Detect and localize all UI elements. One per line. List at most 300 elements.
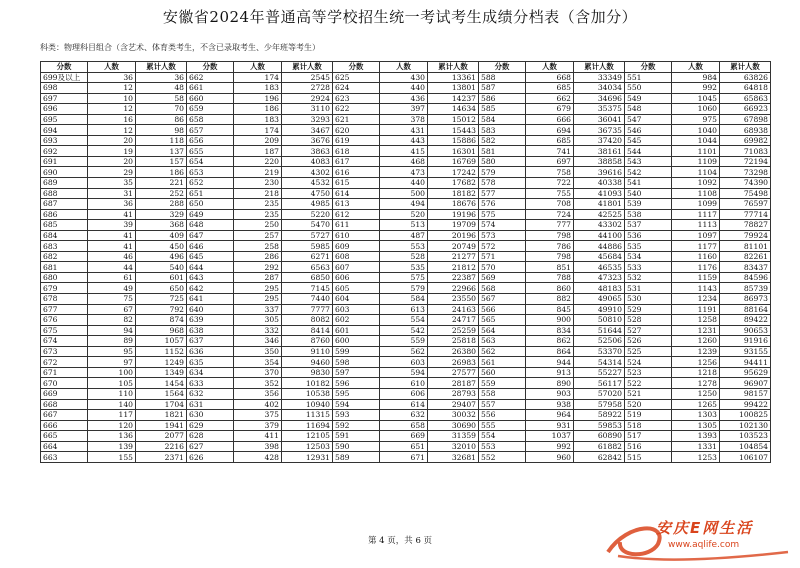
cumulative-cell: 3110	[282, 104, 333, 115]
count-cell: 415	[380, 146, 428, 157]
score-cell: 610	[333, 230, 380, 241]
score-cell: 673	[41, 346, 88, 357]
cumulative-cell: 65863	[720, 93, 771, 104]
count-cell: 697	[526, 156, 574, 167]
cumulative-cell: 48	[136, 83, 187, 94]
count-cell: 110	[88, 388, 136, 399]
count-cell: 1234	[672, 294, 720, 305]
column-header: 人数	[672, 62, 720, 73]
count-cell: 411	[234, 431, 282, 442]
score-cell: 654	[187, 156, 234, 167]
score-cell: 599	[333, 346, 380, 357]
cumulative-cell: 33349	[574, 72, 625, 83]
score-cell: 537	[625, 220, 672, 231]
cumulative-cell: 10182	[282, 378, 333, 389]
table-row	[41, 241, 771, 252]
score-cell: 648	[187, 220, 234, 231]
score-cell: 618	[333, 146, 380, 157]
count-cell: 1258	[672, 315, 720, 326]
score-cell: 696	[41, 104, 88, 115]
score-cell: 668	[41, 399, 88, 410]
score-cell: 563	[479, 336, 526, 347]
score-cell: 551	[625, 72, 672, 83]
cumulative-cell: 73298	[720, 167, 771, 178]
table-row	[41, 410, 771, 421]
count-cell: 1256	[672, 357, 720, 368]
cumulative-cell: 15886	[428, 135, 479, 146]
score-cell: 584	[479, 114, 526, 125]
score-cell: 676	[41, 315, 88, 326]
count-cell: 900	[526, 315, 574, 326]
count-cell: 860	[526, 283, 574, 294]
cumulative-cell: 68938	[720, 125, 771, 136]
score-cell: 547	[625, 114, 672, 125]
cumulative-cell: 23550	[428, 294, 479, 305]
score-cell: 561	[479, 357, 526, 368]
column-header: 累计人数	[574, 62, 625, 73]
count-cell: 1239	[672, 346, 720, 357]
count-cell: 39	[88, 220, 136, 231]
cumulative-cell: 93155	[720, 346, 771, 357]
score-cell: 658	[187, 114, 234, 125]
score-cell: 656	[187, 135, 234, 146]
score-cell: 560	[479, 367, 526, 378]
column-header: 累计人数	[720, 62, 771, 73]
count-cell: 20	[88, 135, 136, 146]
score-cell: 630	[187, 410, 234, 421]
cumulative-cell: 2077	[136, 431, 187, 442]
count-cell: 257	[234, 230, 282, 241]
cumulative-cell: 64818	[720, 83, 771, 94]
score-cell: 681	[41, 262, 88, 273]
score-cell: 640	[187, 304, 234, 315]
count-cell: 295	[234, 283, 282, 294]
score-cell: 527	[625, 325, 672, 336]
score-cell: 575	[479, 209, 526, 220]
count-cell: 431	[380, 125, 428, 136]
cumulative-cell: 1454	[136, 378, 187, 389]
score-cell: 683	[41, 241, 88, 252]
cumulative-cell: 368	[136, 220, 187, 231]
count-cell: 606	[380, 388, 428, 399]
count-cell: 882	[526, 294, 574, 305]
cumulative-cell: 13801	[428, 83, 479, 94]
score-cell: 530	[625, 294, 672, 305]
count-cell: 219	[234, 167, 282, 178]
score-cell: 562	[479, 346, 526, 357]
count-cell: 579	[380, 283, 428, 294]
cumulative-cell: 96907	[720, 378, 771, 389]
category-subtitle: 科类：物理科目组合（含艺术、体育类考生，不含已录取考生、少年班等考生）	[40, 43, 320, 52]
cumulative-cell: 3467	[282, 125, 333, 136]
count-cell: 494	[380, 199, 428, 210]
count-cell: 992	[672, 83, 720, 94]
cumulative-cell: 84596	[720, 272, 771, 283]
table-row	[41, 125, 771, 136]
cumulative-cell: 19709	[428, 220, 479, 231]
column-header: 人数	[88, 62, 136, 73]
count-cell: 798	[526, 230, 574, 241]
table-row	[41, 315, 771, 326]
score-cell: 593	[333, 410, 380, 421]
cumulative-cell: 50810	[574, 315, 625, 326]
count-cell: 46	[88, 251, 136, 262]
cumulative-cell: 874	[136, 315, 187, 326]
count-cell: 960	[526, 452, 574, 463]
cumulative-cell: 81101	[720, 241, 771, 252]
score-cell: 682	[41, 251, 88, 262]
cumulative-cell: 58	[136, 93, 187, 104]
count-cell: 16	[88, 114, 136, 125]
count-cell: 220	[234, 156, 282, 167]
count-cell: 155	[88, 452, 136, 463]
count-cell: 1044	[672, 135, 720, 146]
score-cell: 601	[333, 325, 380, 336]
cumulative-cell: 48183	[574, 283, 625, 294]
table-row	[41, 399, 771, 410]
count-cell: 468	[380, 156, 428, 167]
count-cell: 230	[234, 178, 282, 189]
count-cell: 29	[88, 167, 136, 178]
score-cell: 555	[479, 420, 526, 431]
count-cell: 786	[526, 241, 574, 252]
score-cell: 687	[41, 199, 88, 210]
cumulative-cell: 450	[136, 241, 187, 252]
score-cell: 595	[333, 388, 380, 399]
count-cell: 258	[234, 241, 282, 252]
count-cell: 292	[234, 262, 282, 273]
score-cell: 672	[41, 357, 88, 368]
table-row	[41, 209, 771, 220]
cumulative-cell: 16769	[428, 156, 479, 167]
count-cell: 428	[234, 452, 282, 463]
count-cell: 632	[380, 410, 428, 421]
cumulative-cell: 25818	[428, 336, 479, 347]
count-cell: 862	[526, 336, 574, 347]
score-cell: 520	[625, 399, 672, 410]
count-cell: 890	[526, 378, 574, 389]
cumulative-cell: 9110	[282, 346, 333, 357]
count-cell: 1060	[672, 104, 720, 115]
table-row	[41, 220, 771, 231]
score-cell: 663	[41, 452, 88, 463]
score-cell: 574	[479, 220, 526, 231]
count-cell: 975	[672, 114, 720, 125]
count-cell: 1265	[672, 399, 720, 410]
score-cell: 667	[41, 410, 88, 421]
cumulative-cell: 18182	[428, 188, 479, 199]
cumulative-cell: 88164	[720, 304, 771, 315]
count-cell: 287	[234, 272, 282, 283]
count-cell: 1176	[672, 262, 720, 273]
cumulative-cell: 34034	[574, 83, 625, 94]
score-cell: 570	[479, 262, 526, 273]
cumulative-cell: 5985	[282, 241, 333, 252]
cumulative-cell: 6271	[282, 251, 333, 262]
score-cell: 580	[479, 156, 526, 167]
count-cell: 286	[234, 251, 282, 262]
table-row	[41, 325, 771, 336]
score-cell: 609	[333, 241, 380, 252]
cumulative-cell: 55227	[574, 367, 625, 378]
count-cell: 694	[526, 125, 574, 136]
score-cell: 605	[333, 283, 380, 294]
count-cell: 1097	[672, 230, 720, 241]
score-cell: 662	[187, 72, 234, 83]
count-cell: 49	[88, 283, 136, 294]
count-cell: 798	[526, 251, 574, 262]
cumulative-cell: 792	[136, 304, 187, 315]
score-cell: 693	[41, 135, 88, 146]
score-cell: 571	[479, 251, 526, 262]
count-cell: 97	[88, 357, 136, 368]
count-cell: 473	[380, 167, 428, 178]
score-cell: 645	[187, 251, 234, 262]
cumulative-cell: 69982	[720, 135, 771, 146]
cumulative-cell: 221	[136, 178, 187, 189]
count-cell: 94	[88, 325, 136, 336]
score-cell: 582	[479, 135, 526, 146]
score-cell: 661	[187, 83, 234, 94]
cumulative-cell: 11694	[282, 420, 333, 431]
cumulative-cell: 3863	[282, 146, 333, 157]
count-cell: 61	[88, 272, 136, 283]
score-cell: 526	[625, 336, 672, 347]
count-cell: 187	[234, 146, 282, 157]
score-cell: 548	[625, 104, 672, 115]
cumulative-cell: 137	[136, 146, 187, 157]
watermark-url: www.aqlife.com	[668, 540, 740, 550]
count-cell: 559	[380, 336, 428, 347]
cumulative-cell: 44886	[574, 241, 625, 252]
count-cell: 36	[88, 72, 136, 83]
count-cell: 350	[234, 346, 282, 357]
cumulative-cell: 36735	[574, 125, 625, 136]
table-row	[41, 452, 771, 463]
count-cell: 174	[234, 125, 282, 136]
cumulative-cell: 79924	[720, 230, 771, 241]
cumulative-cell: 7145	[282, 283, 333, 294]
score-cell: 695	[41, 114, 88, 125]
score-cell: 691	[41, 156, 88, 167]
cumulative-cell: 24163	[428, 304, 479, 315]
count-cell: 984	[672, 72, 720, 83]
cumulative-cell: 51644	[574, 325, 625, 336]
score-cell: 546	[625, 125, 672, 136]
cumulative-cell: 6850	[282, 272, 333, 283]
count-cell: 724	[526, 209, 574, 220]
table-row	[41, 104, 771, 115]
score-cell: 627	[187, 441, 234, 452]
count-cell: 36	[88, 199, 136, 210]
cumulative-cell: 35375	[574, 104, 625, 115]
count-cell: 397	[380, 104, 428, 115]
score-distribution-table	[40, 61, 771, 463]
cumulative-cell: 74390	[720, 178, 771, 189]
cumulative-cell: 12503	[282, 441, 333, 452]
score-cell: 544	[625, 146, 672, 157]
cumulative-cell: 89422	[720, 315, 771, 326]
count-cell: 528	[380, 251, 428, 262]
score-cell: 637	[187, 336, 234, 347]
cumulative-cell: 38858	[574, 156, 625, 167]
score-cell: 524	[625, 357, 672, 368]
count-cell: 708	[526, 199, 574, 210]
column-header: 累计人数	[428, 62, 479, 73]
table-row	[41, 251, 771, 262]
table-row	[41, 188, 771, 199]
count-cell: 562	[380, 346, 428, 357]
score-cell: 629	[187, 420, 234, 431]
count-cell: 305	[234, 315, 282, 326]
score-cell: 573	[479, 230, 526, 241]
count-cell: 938	[526, 399, 574, 410]
score-cell: 678	[41, 294, 88, 305]
cumulative-cell: 1249	[136, 357, 187, 368]
cumulative-cell: 42525	[574, 209, 625, 220]
cumulative-cell: 725	[136, 294, 187, 305]
cumulative-cell: 45684	[574, 251, 625, 262]
score-cell: 522	[625, 378, 672, 389]
score-cell: 515	[625, 452, 672, 463]
count-cell: 398	[234, 441, 282, 452]
cumulative-cell: 1057	[136, 336, 187, 347]
score-cell: 600	[333, 336, 380, 347]
count-cell: 1109	[672, 156, 720, 167]
column-header: 人数	[526, 62, 574, 73]
score-cell: 523	[625, 367, 672, 378]
score-cell: 647	[187, 230, 234, 241]
cumulative-cell: 43302	[574, 220, 625, 231]
cumulative-cell: 2924	[282, 93, 333, 104]
count-cell: 662	[526, 93, 574, 104]
table-row	[41, 72, 771, 83]
count-cell: 82	[88, 315, 136, 326]
score-cell: 583	[479, 125, 526, 136]
count-cell: 553	[380, 241, 428, 252]
table-row	[41, 93, 771, 104]
cumulative-cell: 34696	[574, 93, 625, 104]
cumulative-cell: 57958	[574, 399, 625, 410]
score-cell: 665	[41, 431, 88, 442]
cumulative-cell: 3293	[282, 114, 333, 125]
cumulative-cell: 8082	[282, 315, 333, 326]
score-cell: 568	[479, 283, 526, 294]
cumulative-cell: 39616	[574, 167, 625, 178]
cumulative-cell: 82261	[720, 251, 771, 262]
count-cell: 209	[234, 135, 282, 146]
count-cell: 100	[88, 367, 136, 378]
cumulative-cell: 53370	[574, 346, 625, 357]
score-cell: 552	[479, 452, 526, 463]
score-cell: 659	[187, 104, 234, 115]
count-cell: 788	[526, 272, 574, 283]
count-cell: 651	[380, 441, 428, 452]
count-cell: 183	[234, 114, 282, 125]
score-cell: 596	[333, 378, 380, 389]
score-cell: 649	[187, 209, 234, 220]
cumulative-cell: 30032	[428, 410, 479, 421]
score-cell: 608	[333, 251, 380, 262]
score-cell: 660	[187, 93, 234, 104]
count-cell: 913	[526, 367, 574, 378]
cumulative-cell: 2216	[136, 441, 187, 452]
count-cell: 1143	[672, 283, 720, 294]
cumulative-cell: 4985	[282, 199, 333, 210]
cumulative-cell: 62842	[574, 452, 625, 463]
cumulative-cell: 95629	[720, 367, 771, 378]
score-cell: 525	[625, 346, 672, 357]
score-cell: 543	[625, 156, 672, 167]
count-cell: 379	[234, 420, 282, 431]
score-cell: 607	[333, 262, 380, 273]
score-cell: 536	[625, 230, 672, 241]
cumulative-cell: 19196	[428, 209, 479, 220]
count-cell: 1040	[672, 125, 720, 136]
table-header-row	[41, 62, 771, 73]
cumulative-cell: 75498	[720, 188, 771, 199]
count-cell: 542	[380, 325, 428, 336]
score-cell: 625	[333, 72, 380, 83]
cumulative-cell: 968	[136, 325, 187, 336]
score-cell: 587	[479, 83, 526, 94]
score-cell: 633	[187, 378, 234, 389]
count-cell: 1104	[672, 167, 720, 178]
column-header: 累计人数	[282, 62, 333, 73]
score-cell: 614	[333, 188, 380, 199]
cumulative-cell: 2728	[282, 83, 333, 94]
cumulative-cell: 76597	[720, 199, 771, 210]
count-cell: 1101	[672, 146, 720, 157]
cumulative-cell: 25259	[428, 325, 479, 336]
cumulative-cell: 252	[136, 188, 187, 199]
table-row	[41, 262, 771, 273]
cumulative-cell: 26983	[428, 357, 479, 368]
cumulative-cell: 16301	[428, 146, 479, 157]
cumulative-cell: 8760	[282, 336, 333, 347]
cumulative-cell: 24717	[428, 315, 479, 326]
table-row	[41, 431, 771, 442]
score-cell: 644	[187, 262, 234, 273]
score-cell: 653	[187, 167, 234, 178]
score-cell: 638	[187, 325, 234, 336]
score-cell: 592	[333, 420, 380, 431]
count-cell: 12	[88, 83, 136, 94]
site-watermark	[598, 512, 798, 564]
count-cell: 235	[234, 199, 282, 210]
cumulative-cell: 102130	[720, 420, 771, 431]
count-cell: 903	[526, 388, 574, 399]
score-cell: 655	[187, 146, 234, 157]
cumulative-cell: 540	[136, 262, 187, 273]
cumulative-cell: 8414	[282, 325, 333, 336]
score-cell: 679	[41, 283, 88, 294]
count-cell: 12	[88, 104, 136, 115]
cumulative-cell: 59853	[574, 420, 625, 431]
count-cell: 183	[234, 83, 282, 94]
count-cell: 1108	[672, 188, 720, 199]
cumulative-cell: 22387	[428, 272, 479, 283]
count-cell: 20	[88, 156, 136, 167]
score-cell: 670	[41, 378, 88, 389]
score-cell: 564	[479, 325, 526, 336]
score-cell: 535	[625, 241, 672, 252]
count-cell: 1253	[672, 452, 720, 463]
count-cell: 1037	[526, 431, 574, 442]
cumulative-cell: 5220	[282, 209, 333, 220]
score-cell: 641	[187, 294, 234, 305]
score-cell: 664	[41, 441, 88, 452]
